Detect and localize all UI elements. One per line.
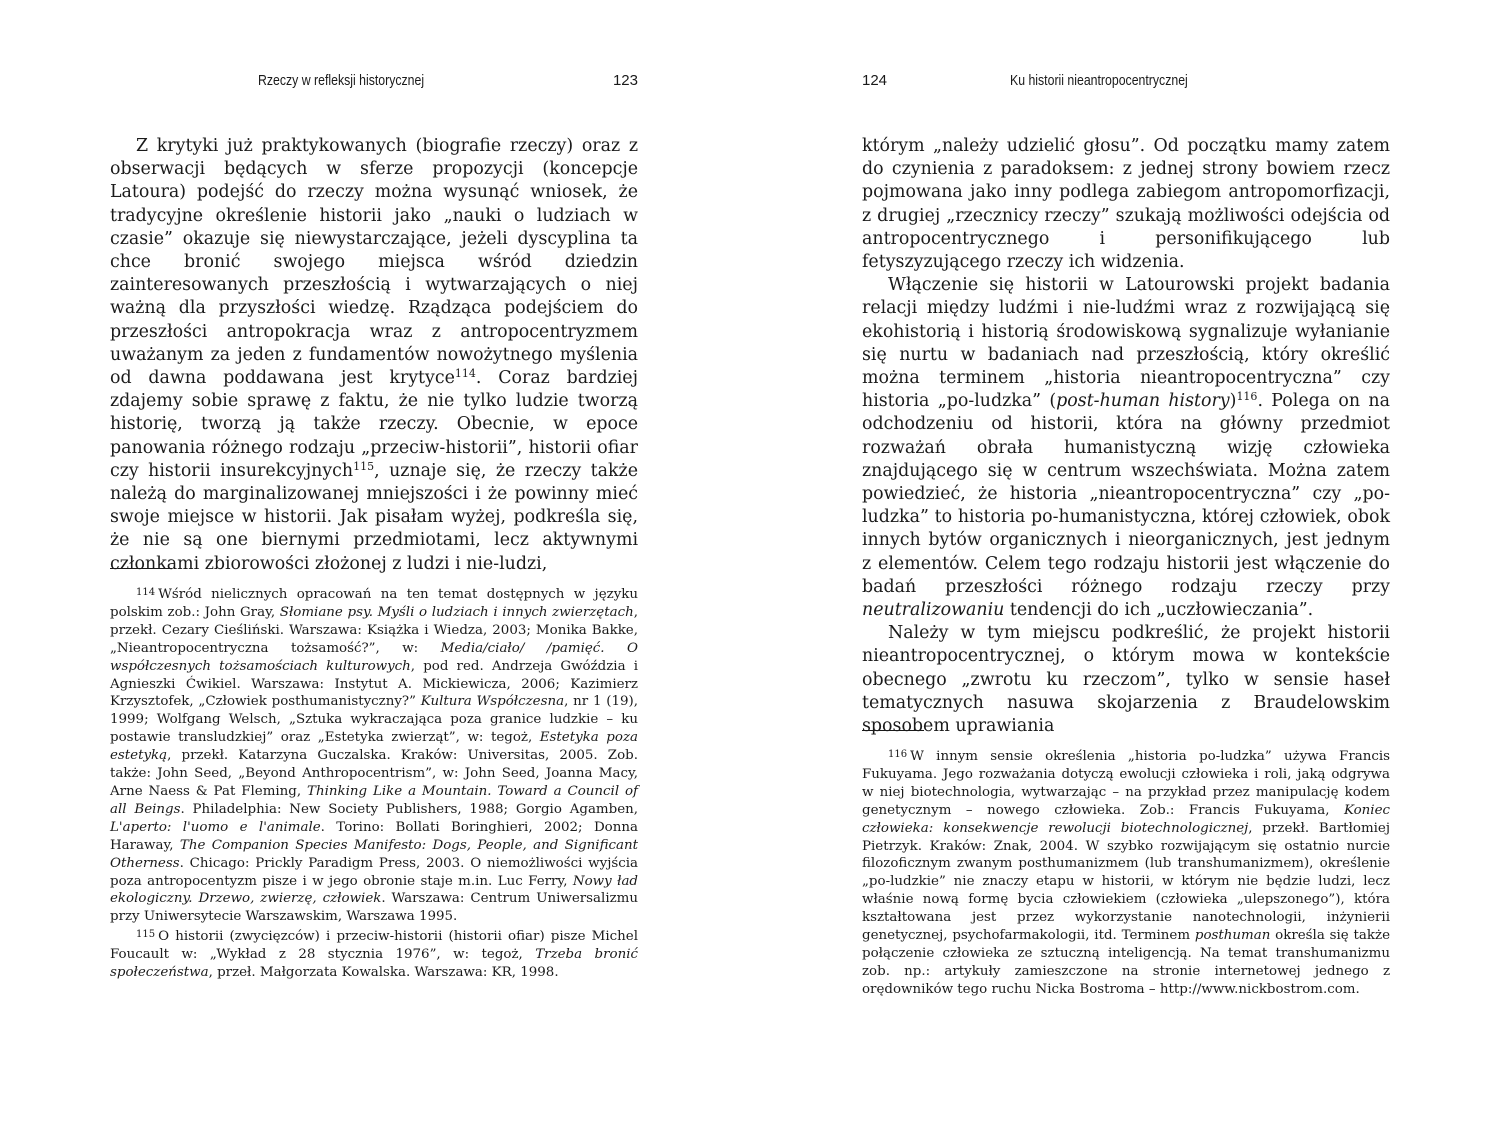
page-number: 123: [612, 72, 638, 89]
left-body-text: [110, 135, 638, 576]
right-body-text: [862, 135, 1390, 738]
left-page: [110, 0, 638, 1140]
body-paragraph: Włączenie się historii w Latourowski projekt badania relacji między ludźmi i nie-ludźmi wraz z rozwijającą się ekohistorią i historią środowiskową sygnalizuje wyłanianie się nurtu w badaniach nad przeszłością, który określić można terminem „historia nieantropocentryczna” czy historia „po-ludzka” (post-human history)$^{116}$. Polega on na odchodzeniu od historii, która na główny przedmiot rozważań obrała humanistyczną wizję człowieka znajdującego się w centrum wszechświata. Można zatem powiedzieć, że historia „nieantropocentryczna” czy „po-ludzka” to historia po-humanistyczna, której człowiek, obok innych bytów organicznych i nieorganicznych, jest jednym z elementów. Celem tego rodzaju historii jest włączenie do badań przeszłości różnego rodzaju rzeczy przy neutralizowaniu tendencji do ich „uczłowieczania”.: [862, 275, 1390, 621]
right-page: [862, 0, 1390, 1140]
running-head-title: Rzeczy w refleksji historycznej: [258, 72, 425, 89]
body-paragraph: Należy w tym miejscu podkreślić, że projekt historii nieantropocentrycznej, o którym mowa w kontekście obecnego „zwrotu ku rzeczom”, tylko w sensie haseł tematycznych nasuwa skojarzenia z Braudelowskim sposobem uprawiania: [862, 623, 1390, 737]
right-footnotes: [862, 746, 1390, 999]
footnote-114: $^{114}$ Wśród nielicznych opracowań na ten temat dostępnych w języku polskim zob.: John Gray, Słomiane psy. Myśli o ludziach i innych zwierzętach, przekł. Cezary Cieśliński. Warszawa: Książka i Wiedza, 2003; Monika Bakke, „Nieantropocentryczna tożsamość?”, w: Media/ciało/ /pamięć. O współczesnych tożsamościach kulturowych, pod red. Andrzeja Gwóździa i Agnieszki Ćwikiel. Warszawa: Instytut A. Mickiewicza, 2006; Kazimierz Krzysztofek, „Człowiek posthumanistyczny?” Kultura Współczesna, nr 1 (19), 1999; Wolfgang Welsch, „Sztuka wykraczająca poza granice ludzkie – ku postawie transludzkiej” oraz „Estetyka zwierząt”, w: tegoż, Estetyka poza estetyką, przekł. Katarzyna Guczalska. Kraków: Universitas, 2005. Zob. także: John Seed, „Beyond Anthropocentrism”, w: John Seed, Joanna Macy, Arne Naess & Pat Fleming, Thinking Like a Mountain. Toward a Council of all Beings. Philadelphia: New Society Publishers, 1988; Gorgio Agamben, L'aperto: l'uomo e l'animale. Torino: Bollati Boringhieri, 2002; Donna Haraway, The Companion Species Manifesto: Dogs, People, and Significant Otherness. Chicago: Prickly Paradigm Press, 2003. O niemożliwości wyjścia poza antropocentyzm pisze i w jego obronie staje m.in. Luc Ferry, Nowy ład ekologiczny. Drzewo, zwierzę, człowiek. Warszawa: Centrum Uniwersalizmu przy Uniwersytecie Warszawskim, Warszawa 1995.: [110, 587, 639, 925]
footnote-reference[interactable]: 115: [353, 459, 375, 473]
body-paragraph: Z krytyki już praktykowanych (biografie rzeczy) oraz z obserwacji będących w sferze propozycji (koncepcje Latoura) podejść do rzeczy można wysunąć wniosek, że tradycyjne określenie historii jako „nauki o ludziach w czasie” okazuje się niewystarczające, jeżeli dyscyplina ta chce bronić swojego miejsca wśród dziedzin zainteresowanych przeszłością i wytwarzających o niej ważną dla przyszłości wiedzę. Rządząca podejściem do przeszłości antropokracja wraz z antropocentryzmem uważanym za jeden z fundamentów nowożytnego myślenia od dawna poddawana jest krytyce$^{114}$. Coraz bardziej zdajemy sobie sprawę z faktu, że nie tylko ludzie tworzą historię, tworzą ją także rzeczy. Obecnie, w epoce panowania różnego rodzaju „przeciw-historii”, historii ofiar czy historii insurekcyjnych$^{115}$, uznaje się, że rzeczy także należą do marginalizowanej mniejszości i że powinny mieć swoje miejsce w historii. Jak pisałam wyżej, podkreśla się, że nie są one biernymi przedmiotami, lecz aktywnymi członkami zbiorowości złożonej z ludzi i nie-ludzi,: [110, 136, 638, 574]
body-paragraph: którym „należy udzielić głosu”. Od początku mamy zatem do czynienia z paradoksem: z jednej strony bowiem rzecz pojmowana jako inny podlega zabiegom antropomorfizacji, z drugiej „rzecznicy rzeczy” szukają możliwości odejścia od antropocentrycznego i personifikującego lub fetyszyzującego rzeczy ich widzenia.: [862, 136, 1390, 273]
footnote-115: $^{115}$ O historii (zwycięzców) i przeciw-historii (historii ofiar) pisze Michel Foucault w: „Wykład z 28 stycznia 1976”, w: tegoż, Trzeba bronić społeczeństwa, przeł. Małgorzata Kowalska. Warszawa: KR, 1998.: [110, 929, 639, 981]
page-number: 124: [862, 72, 888, 89]
right-running-head: [862, 72, 1390, 94]
left-footnotes: [110, 584, 638, 982]
footnote-number: 114: [136, 587, 156, 598]
left-running-head: [110, 72, 638, 94]
footnote-separator: [110, 568, 172, 569]
footnote-number: 115: [136, 929, 156, 941]
footnote-reference[interactable]: 116: [1236, 390, 1258, 404]
footnote-separator: [862, 730, 924, 731]
footnote-reference[interactable]: 114: [454, 367, 476, 381]
running-head-title: Ku historii nieantropocentrycznej: [1010, 72, 1188, 89]
footnote-number: 116: [888, 749, 908, 760]
footnote-116: $^{116}$ W innym sensie określenia „historia po-ludzka” używa Francis Fukuyama. Jego rozważania dotyczą ewolucji człowieka i roli, jaką odgrywa w niej biotechnologia, wytwarzając – na przykład przez manipulację kodem genetycznym – nowego człowieka. Zob.: Francis Fukuyama, Koniec człowieka: konsekwencje rewolucji biotechnologicznej, przekł. Bartłomiej Pietrzyk. Kraków: Znak, 2004. W szybko rozwijającym się ostatnio nurcie filozoficznym zwanym posthumanizmem (lub transhumanizmem), określenie „po-ludzkie” nie znaczy etapu w historii, w którym nie będzie ludzi, lecz właśnie nową formę bycia człowiekiem (człowieka „ulepszonego”), która kształtowana jest przez wykorzystanie nanotechnologii, inżynierii genetycznej, psychofarmakologii, itd. Terminem posthuman określa się także połączenie człowieka ze sztuczną inteligencją. Na temat transhumanizmu zob. np.: artykuły zamieszczone na stronie internetowej jednego z orędowników tego ruchu Nicka Bostroma – http://www.nickbostrom.com.: [862, 749, 1391, 997]
